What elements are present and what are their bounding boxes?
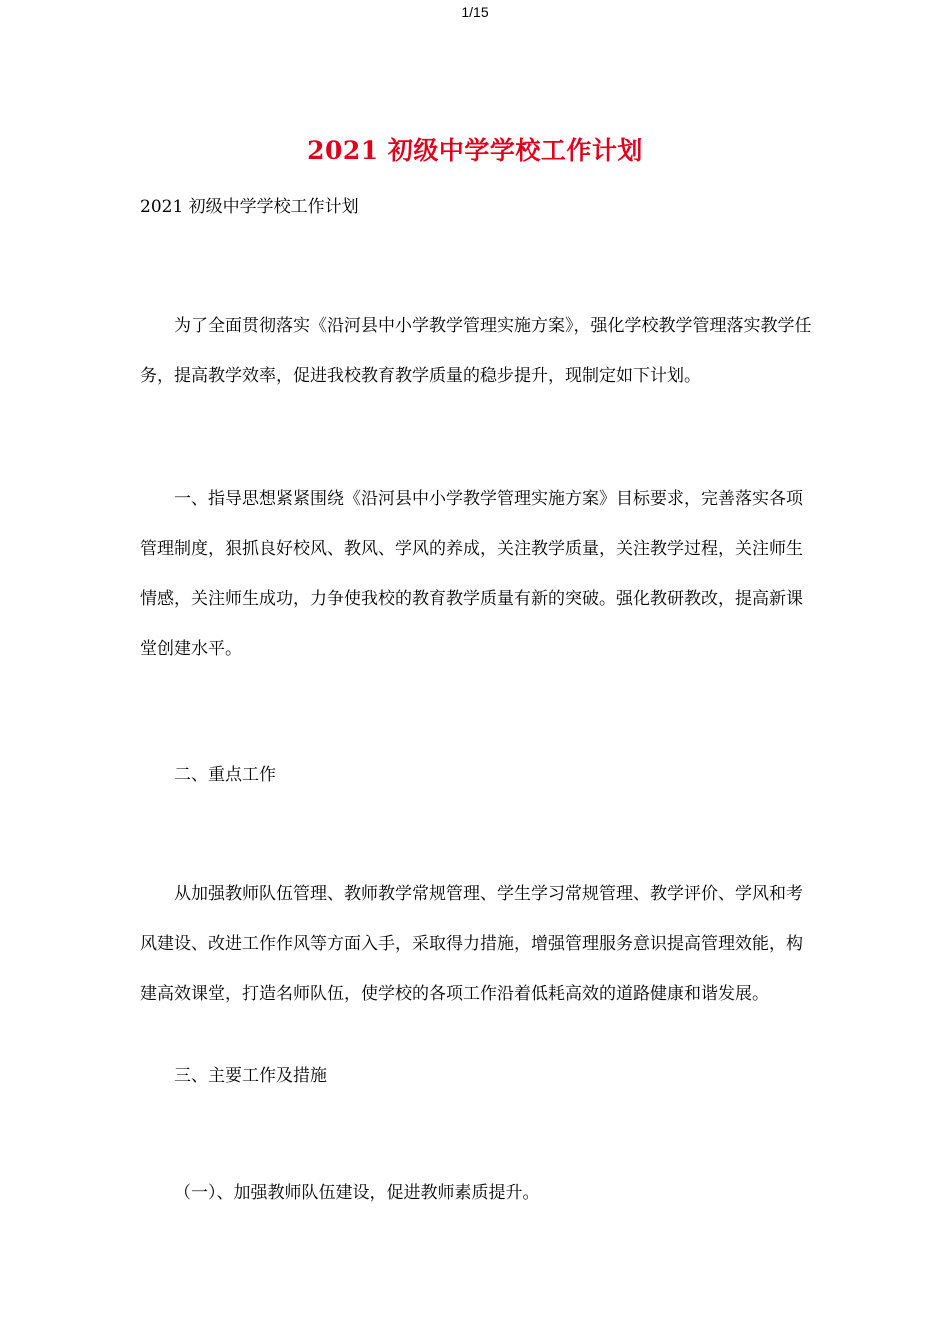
document-title: 2021 初级中学学校工作计划 <box>307 136 643 165</box>
page-number: 1/15 <box>461 4 489 20</box>
section-key-work-heading: 二、重点工作 <box>174 765 276 785</box>
section-main-work-heading: 三、主要工作及措施 <box>174 1066 327 1086</box>
intro-paragraph: 为了全面贯彻落实《沿河县中小学教学管理实施方案》，强化学校教学管理落实教学任务，提高教学效率，促进我校教育教学质量的稳步提升，现制定如下计划。 <box>140 316 812 386</box>
section-key-work-body: 从加强教师队伍管理、教师教学常规管理、学生学习常规管理、教学评价、学风和考风建设、改进工作作风等方面入手，采取得力措施，增强管理服务意识提高管理效能，构建高效课堂，打造名师队伍，使学校的各项工作沿着低耗高效的道路健康和谐发展。 <box>140 884 803 1004</box>
subsection-teacher-team-heading: （一）、加强教师队伍建设，促进教师素质提升。 <box>174 1183 540 1203</box>
section-guiding-ideology: 一、指导思想紧紧围绕《沿河县中小学教学管理实施方案》目标要求，完善落实各项管理制度，狠抓良好校风、教风、学风的养成，关注教学质量，关注教学过程，关注师生情感，关注师生成功，力争使我校的教育教学质量有新的突破。强化教研教改，提高新课堂创建水平。 <box>140 489 803 659</box>
document-subtitle: 2021 初级中学学校工作计划 <box>140 197 359 217</box>
